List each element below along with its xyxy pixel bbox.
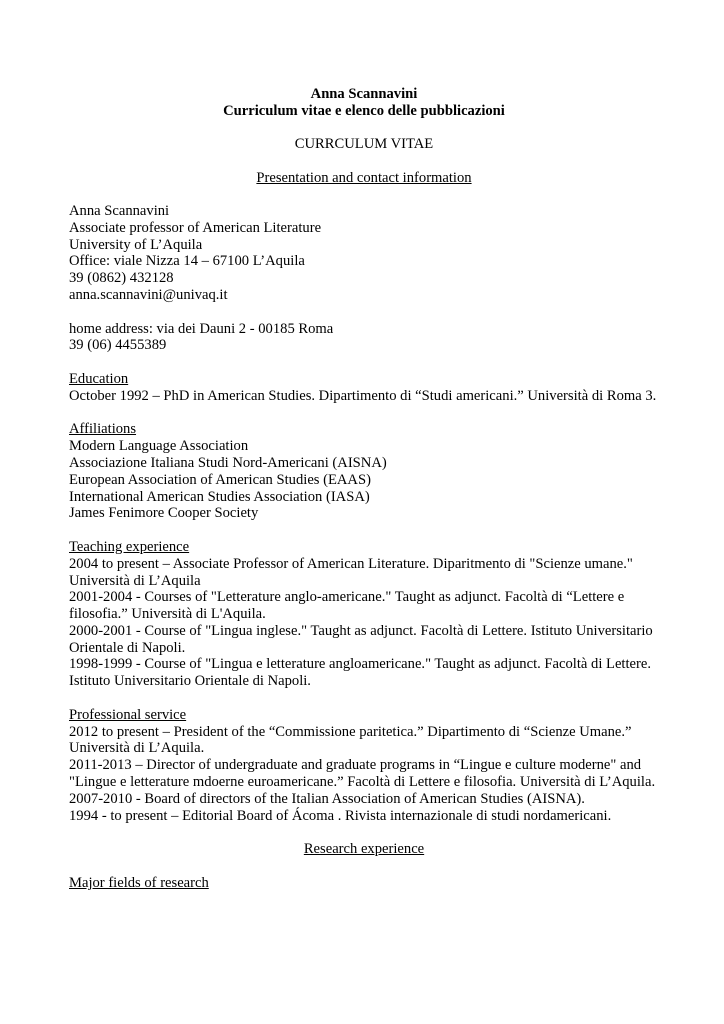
education-heading: Education [69,370,129,387]
contact-line: University of L’Aquila [69,236,203,253]
teaching-entry: 1998-1999 - Course of "Lingua e letterature angloamericane." Taught as adjunct. Facoltà di Lettere. Istituto Universitario Orientale di Napoli. [69,656,652,690]
service-entry: 2007-2010 - Board of directors of the Italian Association of American Studies (AISNA). [69,790,585,807]
author-name: Anna Scannavini [310,86,418,102]
affiliation-entry: International American Studies Association (IASA) [69,488,370,505]
service-entry: 2011-2013 – Director of undergraduate and graduate programs in “Lingue e culture moderne" and "Lingue e letterature mdoerne euroamericane.” Facoltà di Lettere e filosofia. Università di L’Aquila. [69,757,656,791]
contact-block [69,203,659,304]
home-block [69,321,659,355]
home-address: home address: via dei Dauni 2 - 00185 Roma [69,320,334,337]
education-section [69,371,659,405]
service-entry: 1994 - to present – Editorial Board of Ácoma . Rivista internazionale di studi nordamericani. [69,807,612,824]
service-entry: 2012 to present – President of the “Commissione paritetica.” Dipartimento di “Scienze Umane.” Università di L’Aquila. [69,723,632,757]
contact-line: 39 (0862) 432128 [69,270,174,287]
teaching-entry: 2000-2001 - Course of "Lingua inglese." Taught as adjunct. Facoltà di Lettere. Istituto Universitario Orientale di Napoli. [69,622,653,656]
affiliations-heading: Affiliations [69,421,137,438]
education-entry: October 1992 – PhD in American Studies. Dipartimento di “Studi americani.” Università di Roma 3. [69,387,657,404]
document-subtitle: Curriculum vitae e elenco delle pubblicazioni [223,102,505,119]
teaching-entry: 2004 to present – Associate Professor of American Literature. Diparitmento di "Scienze umane." Università di L’Aquila [69,555,633,589]
contact-line: Anna Scannavini [69,202,170,219]
contact-line: Associate professor of American Literature [69,219,322,236]
affiliation-entry: James Fenimore Cooper Society [69,505,259,522]
teaching-entry: 2001-2004 - Courses of "Letterature anglo-americane." Taught as adjunct. Facoltà di “Lettere e filosofia.” Università di L'Aquila. [69,589,625,623]
affiliation-entry: European Association of American Studies (EAAS) [69,471,371,488]
teaching-heading: Teaching experience [69,538,190,555]
affiliation-entry: Modern Language Association [69,438,249,455]
research-subheading: Major fields of research [69,874,209,891]
presentation-heading: Presentation and contact information [256,169,472,186]
cv-title: CURRCULUM VITAE [294,136,434,153]
home-phone: 39 (06) 4455389 [69,337,167,354]
contact-line: Office: viale Nizza 14 – 67100 L’Aquila [69,253,305,270]
affiliations-section [69,421,659,522]
cv-document [69,86,659,892]
service-section [69,707,659,825]
service-heading: Professional service [69,706,187,723]
contact-email: anna.scannavini@univaq.it [69,286,228,303]
research-heading: Research experience [303,841,425,858]
teaching-section [69,539,659,690]
affiliation-entry: Associazione Italiana Studi Nord-Americani (AISNA) [69,454,387,471]
